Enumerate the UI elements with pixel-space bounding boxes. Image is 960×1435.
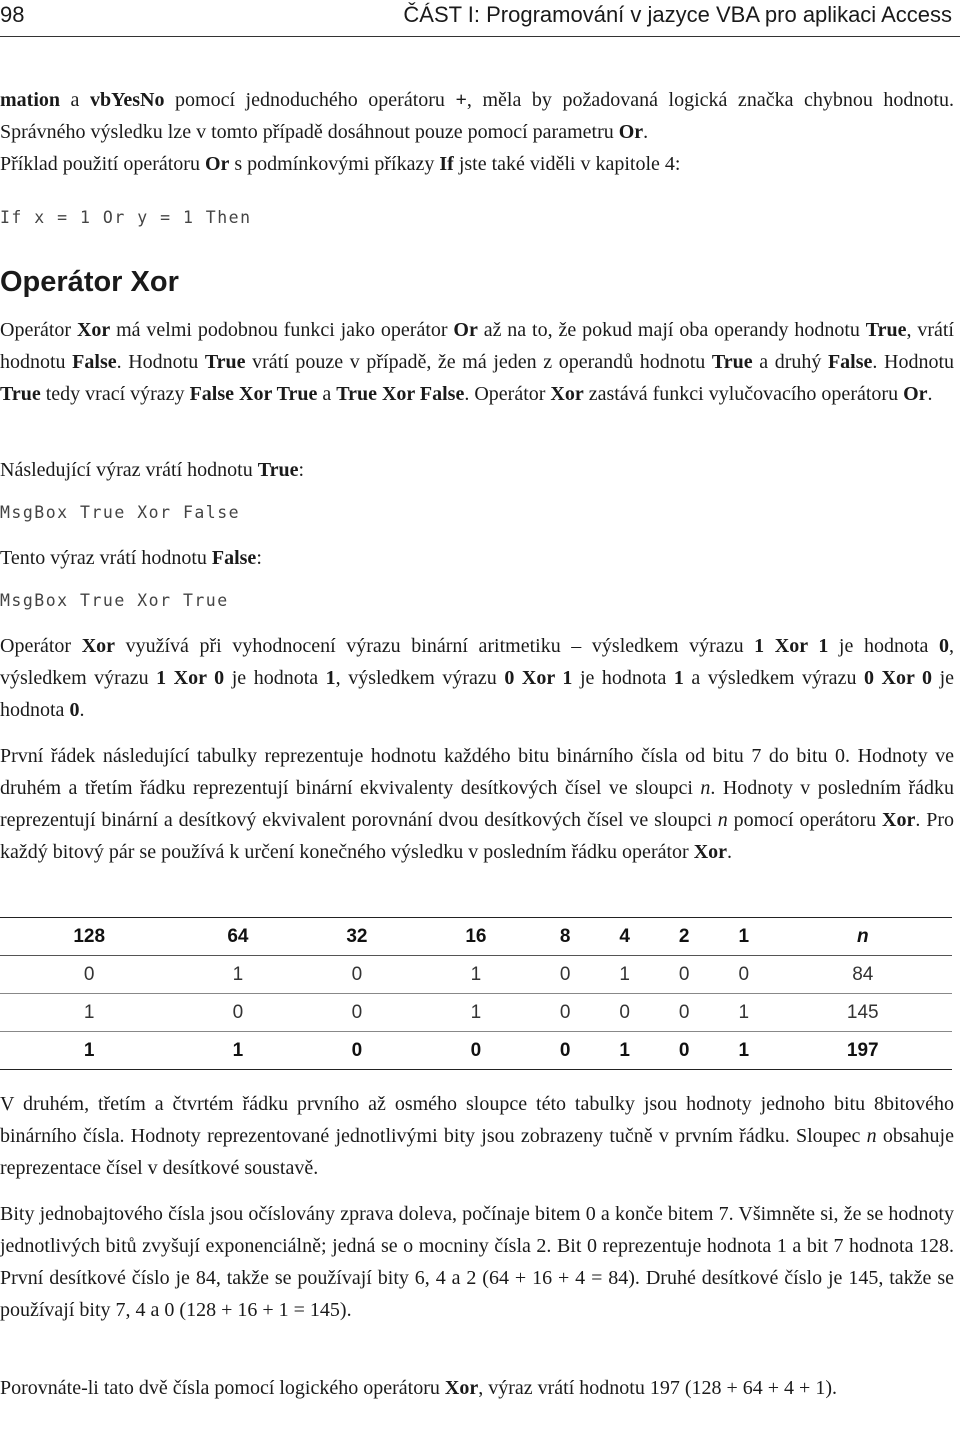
table-cell: 1 — [416, 994, 535, 1032]
bit-table — [0, 917, 952, 1070]
text-run: , výsledkem výrazu — [0, 635, 954, 689]
text-run: . — [643, 121, 649, 143]
bit-numbering-paragraph: Bity jednobajtového čísla jsou očíslovány zprava doleva, počínaje bitem 0 a konče bitem 7. Všimněte si, že se hodnoty jednotlivých bitů zvyšují exponenciálně; jedná se o mocniny čísla 2. Bit 0 reprezentuje hodnota 1 a bit 7 hodnota 128. První desítkové číslo je 84, takže se používají bity 6, 4 a 2 (64 + 16 + 4 = 84). Druhé desítkové číslo je 145, takže se používají bity 7, 4 a 0 (128 + 16 + 1 = 145). — [0, 1203, 954, 1321]
table-header-cell: 16 — [416, 918, 535, 956]
text-run: má velmi podobnou funkci jako operátor — [110, 319, 454, 341]
table-cell: 1 — [416, 956, 535, 994]
text-run: : — [298, 459, 305, 481]
bold-term: + — [455, 89, 467, 111]
page-header — [0, 0, 960, 40]
text-run: pomocí jednoduchého operátoru — [164, 89, 456, 111]
italic-term: n — [717, 809, 728, 831]
text-run: Příklad použití operátoru — [0, 153, 205, 175]
bold-term: Xor — [550, 383, 584, 405]
bold-term: True — [865, 319, 907, 341]
table-cell: 1 — [178, 1032, 297, 1070]
text-run: Následující výraz vrátí hodnotu — [0, 459, 258, 481]
text-run: . — [927, 383, 933, 405]
bold-term: True — [711, 351, 753, 373]
italic-term: n — [700, 777, 711, 799]
bold-term: 1 Xor 0 — [156, 667, 225, 689]
text-run: a druhý — [752, 351, 828, 373]
bold-term: mation — [0, 89, 60, 111]
bold-term: False — [211, 547, 257, 569]
bold-term: True — [0, 383, 41, 405]
example-paragraph — [0, 148, 954, 180]
table-cell: 0 — [654, 1032, 714, 1070]
bold-term: True — [204, 351, 246, 373]
italic-term: n — [866, 1125, 877, 1147]
text-run: s podmínkovými příkazy — [229, 153, 440, 175]
table-header-cell: 2 — [654, 918, 714, 956]
table-row — [0, 994, 952, 1032]
conclusion-paragraph — [0, 1372, 954, 1404]
table-cell: 197 — [774, 1032, 952, 1070]
table-header-cell: n — [774, 918, 952, 956]
text-run: Operátor — [0, 319, 77, 341]
binary-arithmetic-paragraph — [0, 630, 954, 726]
table-cell: 0 — [297, 994, 416, 1032]
table-result-row — [0, 1032, 952, 1070]
text-run: jste také viděli v kapitole 4: — [453, 153, 681, 175]
text-run: Operátor — [0, 635, 82, 657]
text-run: je hodnota — [224, 667, 326, 689]
text-run: zastává funkci vylučovacího operátoru — [583, 383, 904, 405]
table-cell: 1 — [595, 1032, 655, 1070]
text-run: . — [79, 699, 85, 721]
bold-term: Xor — [76, 319, 111, 341]
text-run: V druhém, třetím a čtvrtém řádku prvního až osmého sloupce této tabulky jsou hodnoty jednoho bitu 8bitového binárního čísla. Hodnoty reprezentované jednotlivými bity jsou zobrazeny tučně v prvním řádku. Sloupec — [0, 1093, 954, 1147]
xor-description-paragraph — [0, 314, 954, 410]
bold-term: 0 Xor 0 — [863, 667, 933, 689]
table-cell: 0 — [595, 994, 655, 1032]
code-example-true: MsgBox True Xor False — [0, 503, 241, 522]
bold-term: 1 — [673, 667, 684, 689]
table-header-cell: 32 — [297, 918, 416, 956]
bold-term: 0 — [69, 699, 80, 721]
text-run: vrátí pouze v případě, že má jeden z operandů hodnotu — [245, 351, 712, 373]
table-cell: 1 — [178, 956, 297, 994]
bold-term: Xor — [693, 841, 728, 863]
table-header-cell: 8 — [535, 918, 595, 956]
code-example-or: If x = 1 Or y = 1 Then — [0, 208, 252, 227]
bold-term: If — [439, 153, 454, 175]
bold-term: 0 — [939, 635, 949, 657]
text-run: . Pro každý bitový pár se používá k určení konečného výsledku v posledním řádku operátor — [0, 809, 954, 863]
text-run: . Hodnotu — [872, 351, 955, 373]
section-heading: Operátor Xor — [0, 266, 179, 298]
text-run: je hodnota — [0, 667, 955, 721]
text-run: Porovnáte-li tato dvě čísla pomocí logického operátoru — [0, 1377, 445, 1399]
table-cell: 0 — [297, 1032, 416, 1070]
text-run: Tento výraz vrátí hodnotu — [0, 547, 212, 569]
text-run: . — [727, 841, 733, 863]
table-cell: 0 — [178, 994, 297, 1032]
text-run: a výsledkem výrazu — [683, 667, 864, 689]
table-cell: 0 — [535, 994, 595, 1032]
running-head: ČÁST I: Programování v jazyce VBA pro aplikaci Access — [403, 2, 952, 27]
table-header-cell: 1 — [714, 918, 774, 956]
table-cell: 0 — [535, 1032, 595, 1070]
table-cell: 0 — [535, 956, 595, 994]
bold-term: Xor — [882, 809, 916, 831]
text-run: , výsledkem výrazu — [335, 667, 505, 689]
bold-term: True Xor False — [336, 383, 465, 405]
text-run: . Hodnotu — [116, 351, 205, 373]
bold-term: 1 — [325, 667, 336, 689]
table-cell: 0 — [654, 956, 714, 994]
text-run: . Hodnoty v posledním řádku reprezentují binární a desítkový ekvivalent porovnání dvou desítkových čísel ve sloupci — [0, 777, 954, 831]
table-header-cell: 64 — [178, 918, 297, 956]
text-run: , vrátí hodnotu — [0, 319, 954, 373]
table-cell: 1 — [0, 1032, 178, 1070]
table-cell: 0 — [654, 994, 714, 1032]
bold-term: Xor — [81, 635, 116, 657]
table-header-row — [0, 918, 952, 956]
table-intro-paragraph — [0, 740, 954, 868]
table-cell: 145 — [774, 994, 952, 1032]
bold-term: Xor — [444, 1377, 479, 1399]
table-row — [0, 956, 952, 994]
text-run: tedy vrací výrazy — [40, 383, 190, 405]
text-run: a — [317, 383, 337, 405]
bold-term: Or — [903, 383, 928, 405]
true-example-paragraph — [0, 454, 954, 486]
bold-term: False — [72, 351, 117, 373]
text-run: , výraz vrátí hodnotu 197 (128 + 64 + 4 + 1). — [478, 1377, 837, 1399]
table-cell: 1 — [595, 956, 655, 994]
code-example-false: MsgBox True Xor True — [0, 591, 229, 610]
page-number: 98 — [0, 2, 25, 27]
table-cell: 1 — [714, 994, 774, 1032]
text-run: pomocí operátoru — [727, 809, 882, 831]
table-cell: 0 — [0, 956, 178, 994]
bold-term: vbYesNo — [90, 89, 165, 111]
table-cell: 84 — [774, 956, 952, 994]
text-run: obsahuje reprezentace čísel v desítkové soustavě. — [0, 1125, 954, 1179]
bold-term: 1 Xor 1 — [754, 635, 829, 657]
table-cell: 1 — [0, 994, 178, 1032]
text-run: využívá při vyhodnocení výrazu binární aritmetiku – výsledkem výrazu — [115, 635, 755, 657]
text-run: je hodnota — [572, 667, 674, 689]
table-cell: 0 — [416, 1032, 535, 1070]
intro-paragraph — [0, 84, 954, 148]
bold-term: Or — [618, 121, 644, 143]
text-run: až na to, že pokud mají oba operandy hodnotu — [477, 319, 866, 341]
table-cell: 0 — [297, 956, 416, 994]
text-run: První řádek následující tabulky reprezentuje hodnotu každého bitu binárního čísla od bitu 7 do bitu 0. Hodnoty ve druhém a třetím řádku reprezentují binární ekvivalenty desítkových čísel ve sloupci — [0, 745, 954, 799]
table-header-cell: 128 — [0, 918, 178, 956]
false-example-paragraph — [0, 542, 954, 574]
header-rule — [0, 36, 960, 37]
text-run: : — [256, 547, 262, 569]
bold-term: 0 Xor 1 — [504, 667, 573, 689]
text-run: je hodnota — [828, 635, 939, 657]
bold-term: False — [827, 351, 873, 373]
table-cell: 1 — [714, 1032, 774, 1070]
text-run: a — [60, 89, 90, 111]
table-header-cell: 4 — [595, 918, 655, 956]
text-run: , měla by požadovaná logická značka chybnou hodnotu. Správného výsledku lze v tomto případě dosáhnout pouze pomocí parametru — [0, 89, 954, 143]
bold-term: Or — [453, 319, 478, 341]
table-explanation-paragraph — [0, 1088, 954, 1184]
text-run: . Operátor — [464, 383, 551, 405]
table-cell: 0 — [714, 956, 774, 994]
bold-term: False Xor True — [189, 383, 318, 405]
bold-term: True — [257, 459, 299, 481]
bold-term: Or — [204, 153, 230, 175]
